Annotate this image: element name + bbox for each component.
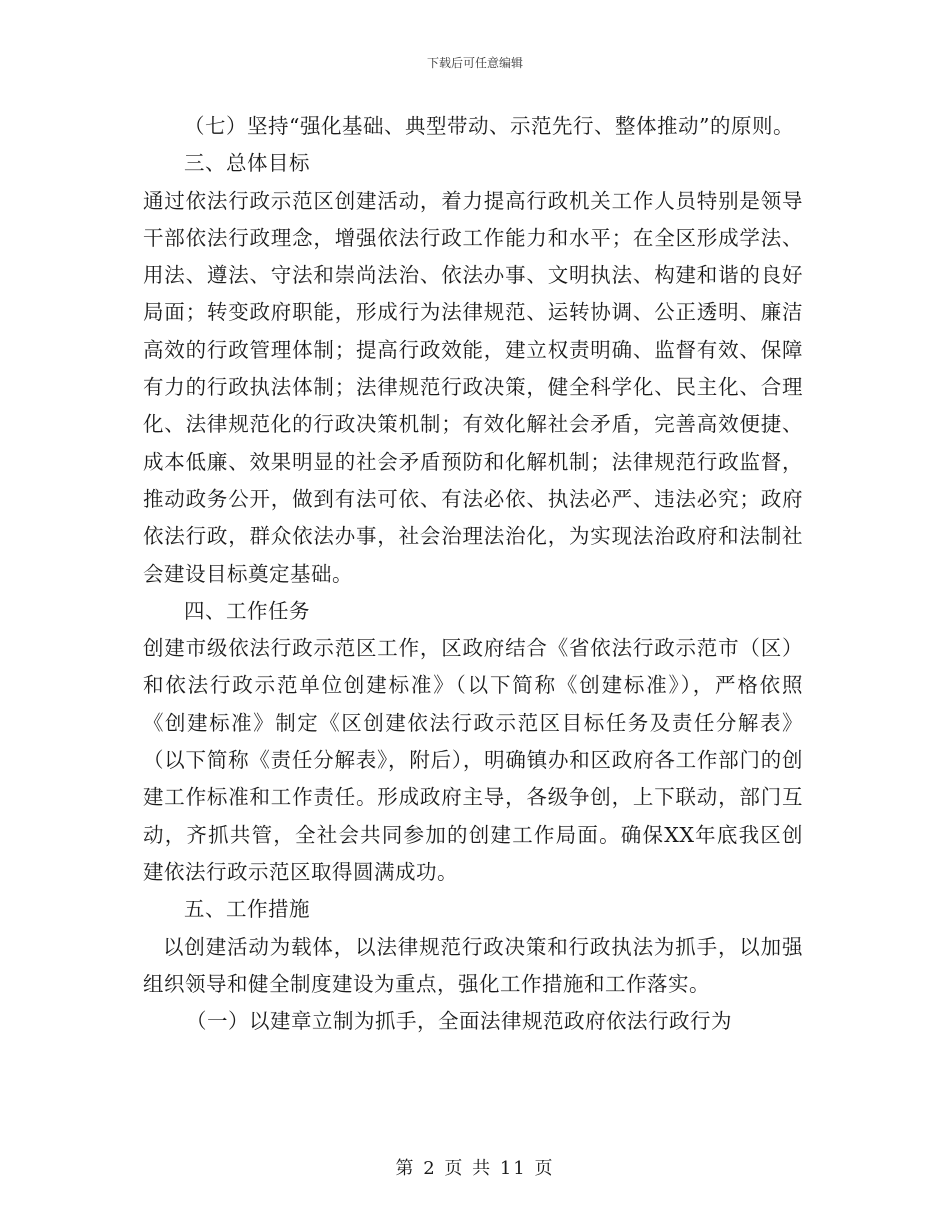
paragraph-work-tasks: 创建市级依法行政示范区工作，区政府结合《省依法行政示范市（区）和依法行政示范单位创建标准》（以下简称《创建标准》），严格依照《创建标准》制定《区创建依法行政示范区目标任务及责任分解表》（以下简称《责任分解表》，附后），明确镇办和区政府各工作部门的创建工作标准和工作责任。形成政府主导，各级争创，上下联动，部门互动，齐抓共管，全社会共同参加的创建工作局面。确保XX年底我区创建依法行政示范区取得圆满成功。	[143, 636, 803, 884]
page-header-note: 下载后可任意编辑	[426, 56, 523, 70]
page-number: 第 2 页 共 11 页	[395, 1158, 555, 1179]
subsection-heading-one: （一）以建章立制为抓手，全面法律规范政府依法行政行为	[186, 1009, 732, 1034]
paragraph-work-measures: 以创建活动为载体，以法律规范行政决策和行政执法为抓手，以加强组织领导和健全制度建设为重点，强化工作措施和工作落实。	[143, 934, 803, 996]
section-heading-overall-goal: 三、总体目标	[184, 151, 310, 176]
paragraph-overall-goal: 通过依法行政示范区创建活动，着力提高行政机关工作人员特别是领导干部依法行政理念，增强依法行政工作能力和水平；在全区形成学法、用法、遵法、守法和崇尚法治、依法办事、文明执法、构建和谐的良好局面；转变政府职能，形成行为法律规范、运转协调、公正透明、廉洁高效的行政管理体制；提高行政效能，建立权责明确、监督有效、保障有力的行政执法体制；法律规范行政决策，健全科学化、民主化、合理化、法律规范化的行政决策机制；有效化解社会矛盾，完善高效便捷、成本低廉、效果明显的社会矛盾预防和化解机制；法律规范行政监督，推动政务公开，做到有法可依、有法必依、执法必严、违法必究；政府依法行政，群众依法办事，社会治理法治化，为实现法治政府和法制社会建设目标奠定基础。	[143, 188, 803, 586]
section-heading-work-tasks: 四、工作任务	[184, 598, 310, 623]
section-heading-work-measures: 五、工作措施	[184, 897, 310, 922]
paragraph-principle-seven: （七）坚持“强化基础、典型带动、示范先行、整体推动”的原则。	[184, 114, 794, 138]
document-body	[143, 108, 803, 1040]
